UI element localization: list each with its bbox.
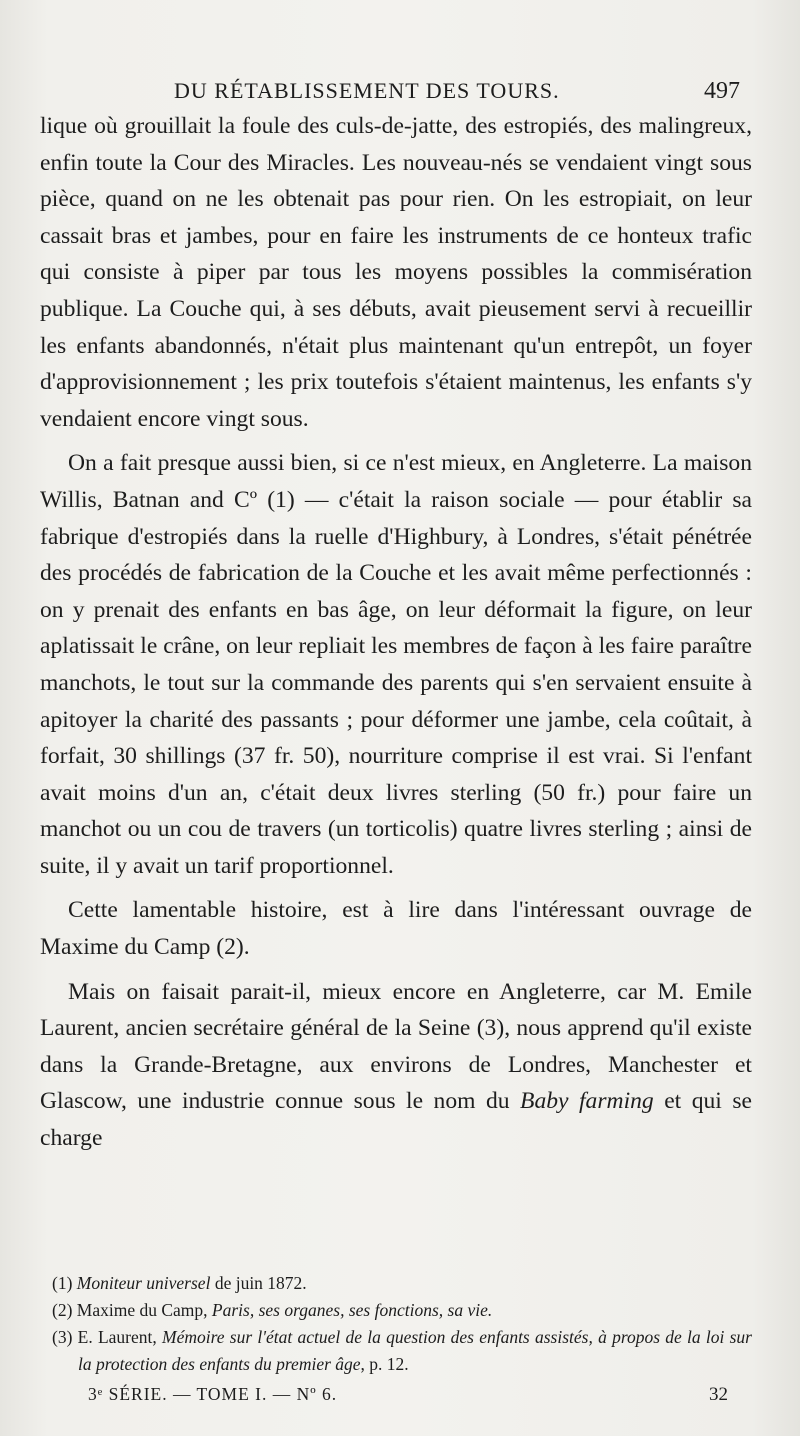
series-signature: 3ᵉ SÉRIE. — TOME I. — Nº 6.	[88, 1384, 338, 1404]
footnote-3-italic: Mémoire sur l'état actuel de la question des enfants assistés, à propos de la loi sur la protection des enfants du premier âge	[78, 1327, 752, 1374]
paragraph-4-start: Mais on faisait parait-il, mieux encore en Angleterre, car M. Emile Laurent, ancien secrétaire général de la Seine (3), nous apprend qu'il existe dans la Grande-Bretagne, aux environs de Londres, Manchester et Glascow, une industrie connue sous le nom du	[40, 978, 752, 1115]
footnote-3-number: (3)	[52, 1327, 73, 1347]
footnote-1	[40, 1270, 752, 1297]
page-footer	[88, 1384, 728, 1414]
footnote-1-italic: Moniteur universel	[76, 1273, 211, 1293]
body-text	[40, 108, 752, 1157]
footnote-3	[40, 1324, 752, 1378]
footnote-3-plain: E. Laurent,	[72, 1327, 162, 1347]
paragraph-1: lique où grouillait la foule des culs-de-jatte, des estropiés, des malingreux, enfin toute la Cour des Miracles. Les nouveau-nés se vendaient vingt sous pièce, quand on ne les obtenait pas pour rien. On les estropiait, on leur cassait bras et jambes, pour en faire les instruments de ce honteux trafic qui consiste à piper par tous les moyens possibles la commisération publique. La Couche qui, à ses débuts, avait pieusement servi à recueillir les enfants abandonnés, n'était plus maintenant qu'un entrepôt, un foyer d'approvisionnement ; les prix toutefois s'étaient maintenus, les enfants s'y vendaient encore vingt sous.	[40, 113, 752, 432]
footnote-1-rest: de juin 1872.	[210, 1273, 307, 1293]
footnote-2-number: (2)	[52, 1300, 73, 1320]
footnote-2-italic: Paris, ses organes, ses fonctions, sa vie.	[211, 1300, 493, 1320]
sheet-number: 32	[709, 1384, 728, 1405]
footnote-2	[40, 1297, 752, 1324]
paragraph-4-end: et qui se charge	[40, 1088, 752, 1152]
footnote-2-plain: Maxime du Camp,	[72, 1300, 212, 1320]
running-head: DU RÉTABLISSEMENT DES TOURS.	[174, 78, 560, 103]
footnote-3-rest: , p. 12.	[360, 1354, 409, 1374]
paragraph-3: Cette lamentable histoire, est à lire dans l'intéressant ouvrage de Maxime du Camp (2).	[40, 897, 752, 961]
page-number: 497	[704, 78, 740, 104]
paragraph-4	[40, 974, 752, 1157]
footnote-1-number: (1)	[52, 1273, 73, 1293]
footnotes	[40, 1270, 752, 1378]
paragraph-2: On a fait presque aussi bien, si ce n'est mieux, en Angleterre. La maison Willis, Batnan and Cº (1) — c'était la raison sociale — pour établir sa fabrique d'estropiés dans la ruelle d'Highbury, à Londres, s'était pénétrée des procédés de fabrication de la Couche et les avait même perfectionnés : on y prenait des enfants en bas âge, on leur déformait la figure, on leur aplatissait le crâne, on leur repliait les membres de façon à les faire paraître manchots, le tout sur la commande des parents qui s'en servaient ensuite à apitoyer la charité des passants ; pour déformer une jambe, cela coûtait, à forfait, 30 shillings (37 fr. 50), nourriture comprise il est vrai. Si l'enfant avait moins d'un an, c'était deux livres sterling (50 fr.) pour faire un manchot ou un cou de travers (un torticolis) quatre livres sterling ; ainsi de suite, il y avait un tarif proportionnel.	[40, 450, 752, 879]
paragraph-4-italic: Baby farming	[520, 1088, 654, 1115]
